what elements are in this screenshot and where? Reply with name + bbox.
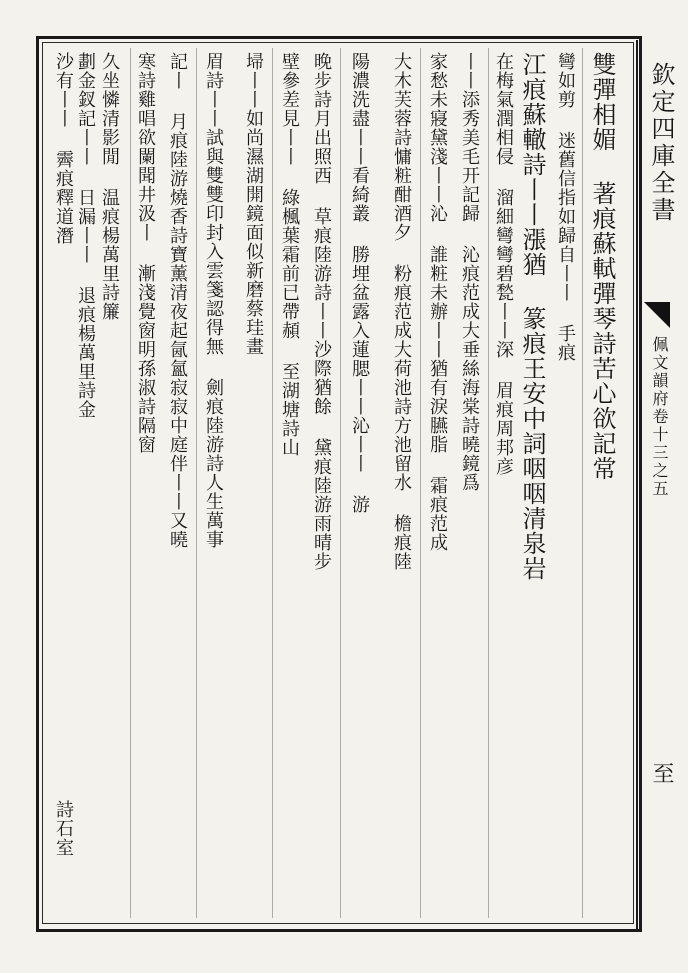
column-rule: [196, 48, 197, 918]
text-column: 江痕蘇轍詩丨丨漲猶 篆痕王安中詞咽咽清泉岩: [518, 52, 546, 581]
column-rule: [340, 48, 341, 918]
page-label: 至: [649, 762, 674, 784]
column-rule: [420, 48, 421, 918]
column-rule: [582, 48, 583, 918]
text-column: 家愁未寢黛淺丨丨沁 誰粧未辦丨丨猶有淚臙脂 霜痕范成: [427, 52, 448, 552]
column-rule: [272, 48, 273, 918]
text-column: 沙有丨丨 霽痕釋道潛: [53, 52, 74, 245]
book-title: 欽定四庫全書: [647, 62, 675, 224]
text-column: 久坐憐清影閒 温痕楊萬里詩簾: [99, 52, 120, 321]
text-column: 埽丨丨如尚濕湖開鏡面似新磨蔡珪畫: [243, 52, 264, 356]
text-column: 陽濃洗盡丨丨看綺叢 勝埋盆露入蓮腮丨丨沁丨丨 游: [349, 52, 370, 514]
column-rule: [488, 48, 489, 918]
text-column: 雙彈相媚 著痕蘇軾彈琴詩苦心欲記常: [588, 52, 616, 481]
text-column: 劃金釵記丨丨 日漏丨丨 退痕楊萬里詩金: [75, 52, 96, 419]
text-column: 彎如剪 迷舊信指如歸自丨丨 手痕: [555, 52, 576, 362]
text-column: 晚步詩月出照西 草痕陸游詩丨丨沙際猶餘 黛痕陸游雨晴步: [311, 52, 332, 571]
text-column: 記丨 月痕陸游燒香詩寶薰清夜起氤氳寂寂中庭伴丨丨又曉: [167, 52, 188, 549]
text-column: 丨丨添秀美毛开記歸 沁痕范成大垂絲海棠詩曉鏡爲: [459, 52, 480, 492]
volume-label: 佩文韻府卷十三之五: [650, 336, 669, 498]
column-rule: [130, 48, 131, 918]
text-column: 大木芙蓉詩慵粧酣酒夕 粉痕范成大荷池詩方池留水 檐痕陸: [391, 52, 412, 571]
text-column: 在梅氣潤相侵 溜細彎彎碧甃丨丨深 眉痕周邦彦: [493, 52, 514, 476]
text-column: 壁參差見丨丨 綠楓葉霜前已帶頳 至湖塘詩山: [279, 52, 300, 457]
text-column: 寒詩雞唱欲闌聞井汲丨 漸淺覺窗明孫淑詩隔窗: [135, 52, 156, 454]
text-column: 眉詩丨丨試與雙雙印封入雲箋認得無 劍痕陸游詩人生萬事: [203, 52, 224, 549]
text-column: 詩石室: [53, 800, 74, 857]
